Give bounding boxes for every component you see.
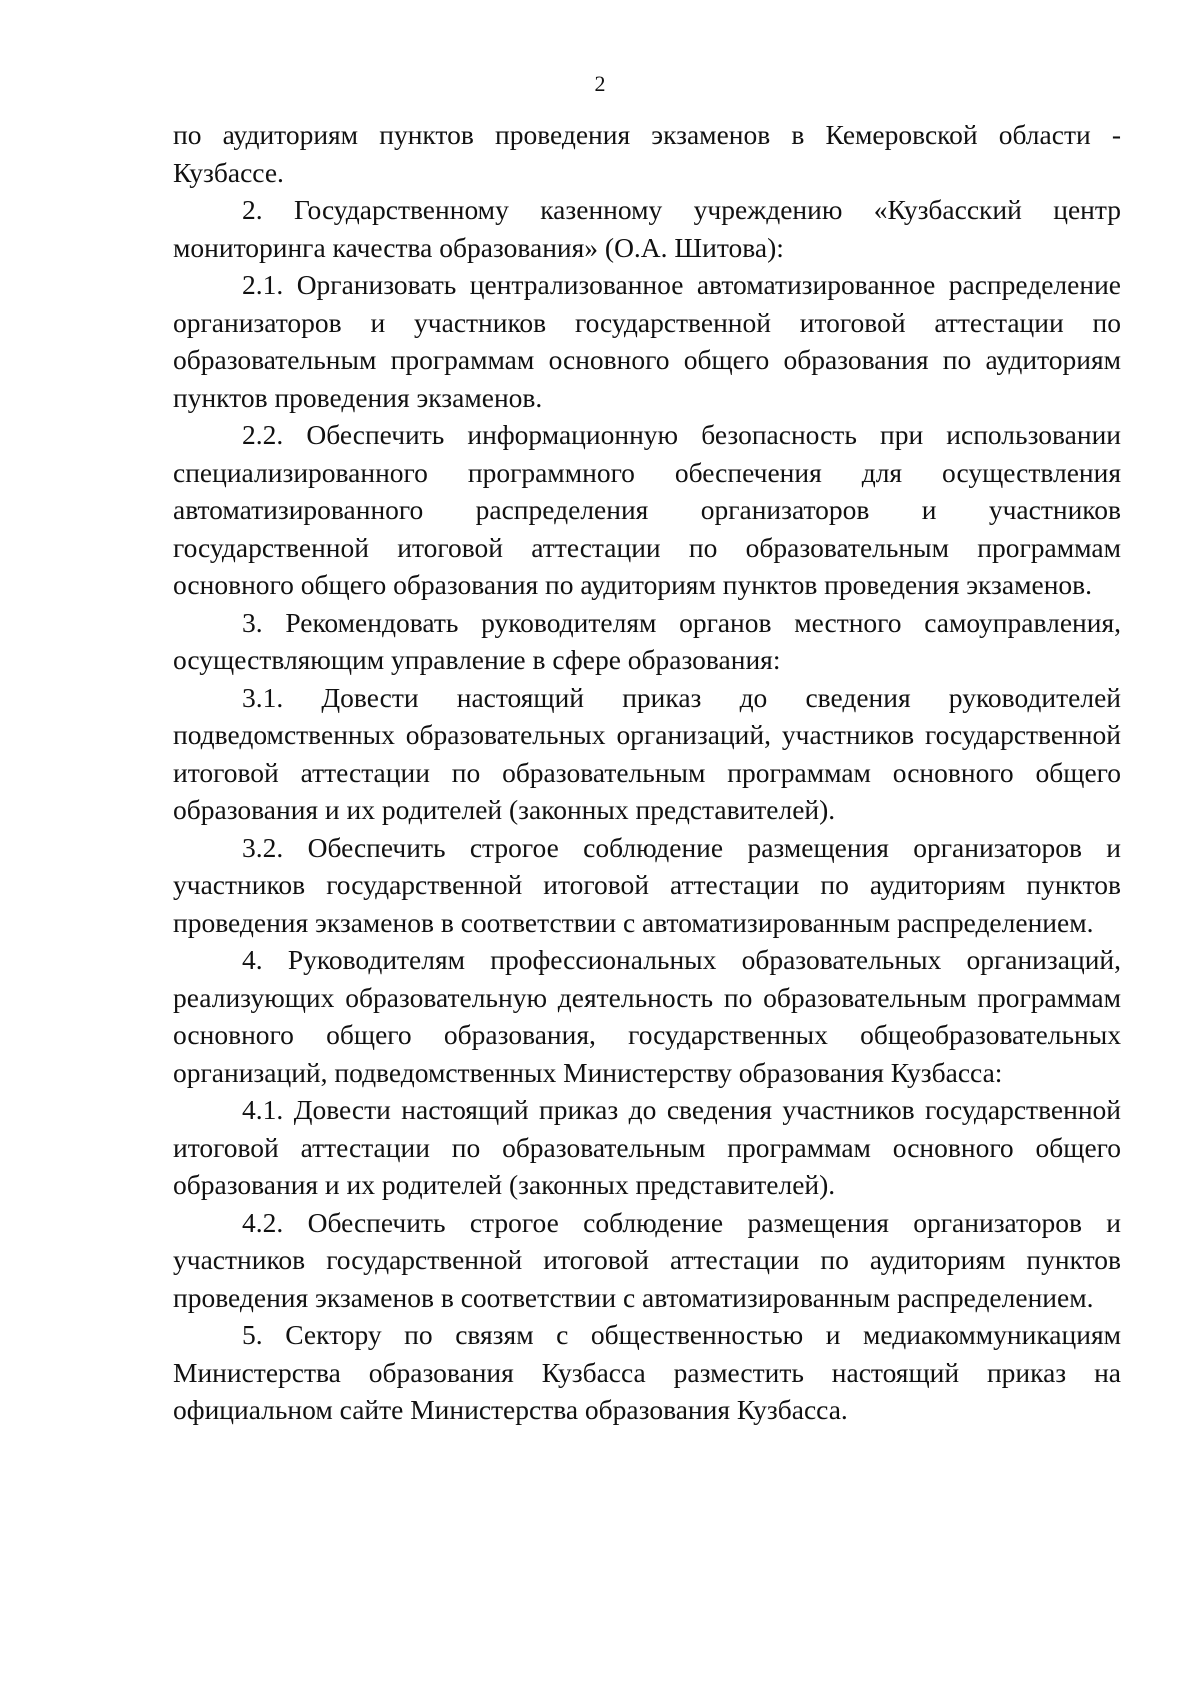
paragraph-item-2-1: 2.1. Организовать централизованное автоматизированное распределение организаторов и участников государственной итоговой аттестации по образовательным программам основного общего образования по аудиториям пунктов проведения экзаменов. — [173, 269, 1121, 413]
document-body — [173, 116, 1121, 1429]
paragraph-item-5: 5. Сектору по связям с общественностью и медиакоммуникациям Министерства образования Кузбасса разместить настоящий приказ на официальном сайте Министерства образования Кузбасса. — [173, 1319, 1121, 1425]
paragraph-item-3-2: 3.2. Обеспечить строгое соблюдение размещения организаторов и участников государственной итоговой аттестации по аудиториям пунктов проведения экзаменов в соответствии с автоматизированным распределением. — [173, 831, 1121, 938]
paragraph-item-2: 2. Государственному казенному учреждению «Кузбасский центр мониторинга качества образования» (О.А. Шитова): — [173, 194, 1121, 263]
paragraph-item-2-2: 2.2. Обеспечить информационную безопасность при использовании специализированного программного обеспечения для осуществления автоматизированного распределения организаторов и участников государственной итоговой аттестации по образовательным программам основного общего образования по аудиториям пунктов проведения экзаменов. — [173, 419, 1121, 600]
paragraph-continuation: по аудиториям пунктов проведения экзаменов в Кемеровской области - Кузбассе. — [173, 119, 1121, 188]
page-number: 2 — [594, 71, 606, 96]
paragraph-item-4: 4. Руководителям профессиональных образовательных организаций, реализующих образовательную деятельность по образовательным программам основного общего образования, государственных общеобразовательных организаций, подведомственных Министерству образования Кузбасса: — [173, 944, 1121, 1088]
paragraph-item-3-1: 3.1. Довести настоящий приказ до сведения руководителей подведомственных образовательных организаций, участников государственной итоговой аттестации по образовательным программам основного общего образования и их родителей (законных представителей). — [173, 681, 1121, 825]
paragraph-item-3: 3. Рекомендовать руководителям органов местного самоуправления, осуществляющим управление в сфере образования: — [173, 606, 1121, 675]
paragraph-item-4-2: 4.2. Обеспечить строгое соблюдение размещения организаторов и участников государственной итоговой аттестации по аудиториям пунктов проведения экзаменов в соответствии с автоматизированным распределением. — [173, 1206, 1121, 1313]
paragraph-item-4-1: 4.1. Довести настоящий приказ до сведения участников государственной итоговой аттестации по образовательным программам основного общего образования и их родителей (законных представителей). — [173, 1094, 1121, 1200]
